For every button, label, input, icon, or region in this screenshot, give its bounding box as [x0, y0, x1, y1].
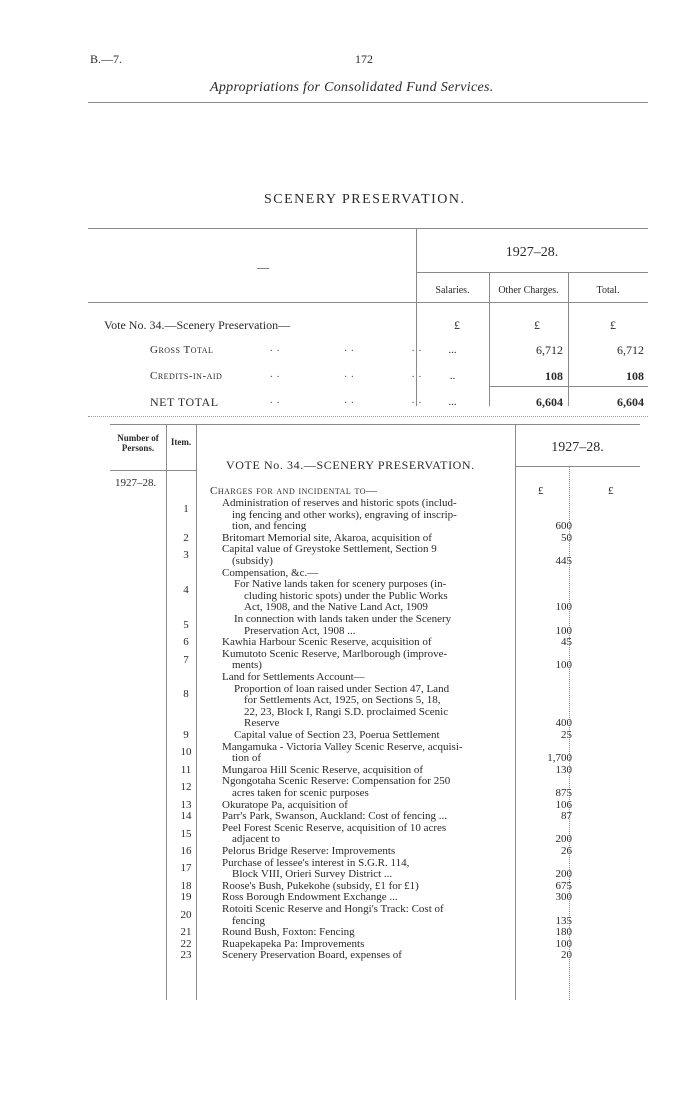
item-amount: 200: [555, 868, 572, 881]
item-text: Okuratope Pa, acquisition of: [222, 798, 348, 811]
subtotal-rule: [489, 386, 648, 387]
item-text: Preservation Act, 1908 ...: [244, 624, 356, 637]
item-number: 22: [180, 937, 192, 950]
item-amount: 100: [555, 601, 572, 614]
item-amount: 25: [561, 729, 572, 741]
net-total-label: NET TOTAL: [150, 395, 219, 409]
persons-header-rule: [110, 470, 196, 471]
item-text: Act, 1908, and the Native Land Act, 1909: [244, 601, 428, 614]
item-amount: 50: [561, 531, 572, 544]
item-number: 10: [180, 746, 192, 759]
detail-year: 1927–28.: [551, 440, 604, 455]
item-divider: [196, 424, 197, 1000]
net-total: 6,604: [617, 395, 644, 409]
item-amount: 400: [555, 717, 572, 730]
item-text: Peel Forest Scenic Reserve, acquisition of 10 acres: [222, 821, 447, 834]
item-text: Pelorus Bridge Reserve: Improvements: [222, 845, 396, 857]
item-text: tion of: [232, 752, 262, 765]
item-text: ing fencing and other works), engraving of inscrip-: [232, 508, 457, 521]
item-text: Purchase of lessee's interest in S.G.R. 114,: [222, 856, 410, 869]
item-number: 13: [180, 798, 192, 811]
item-text: Rotoiti Scenic Reserve and Hongi's Track: Cost of: [222, 903, 444, 915]
gross-total: 6,712: [617, 343, 644, 357]
item-number: 19: [180, 891, 192, 904]
currency-total: £: [610, 318, 616, 332]
summary-top-rule: [88, 228, 648, 229]
page-title: SCENERY PRESERVATION.: [264, 192, 466, 207]
col-number-of-persons: Number of Persons.: [117, 433, 159, 453]
item-amount: 1,700: [547, 752, 572, 765]
net-salaries: ...: [448, 396, 457, 408]
credits-in-aid-label: Credits-in-aid: [150, 370, 223, 382]
item-amount: 445: [555, 555, 572, 567]
item-number: 6: [183, 636, 189, 649]
credits-other: 108: [545, 369, 563, 383]
item-text: Ross Borough Endowment Exchange ...: [222, 891, 398, 904]
item-amount: 135: [555, 914, 572, 927]
item-text: adjacent to: [232, 833, 280, 846]
item-number: 21: [180, 926, 192, 939]
description-divider: [515, 424, 516, 1000]
detail-top-rule: [110, 424, 640, 425]
item-number: 2: [183, 531, 189, 544]
report-reference: B.—7.: [90, 52, 123, 66]
item-number: 1: [183, 502, 189, 515]
item-text: Capital value of Section 23, Poerua Settlement: [234, 729, 440, 741]
gross-salaries: ...: [448, 344, 457, 356]
item-text: Mangamuka - Victoria Valley Scenic Reserve, acquisi-: [222, 740, 463, 753]
summary-header-rule: [88, 302, 648, 303]
item-text: Mungaroa Hill Scenic Reserve, acquisition of: [222, 763, 424, 776]
item-text: Capital value of Greystoke Settlement, Section 9: [222, 543, 437, 556]
item-amount: 300: [555, 891, 572, 904]
item-number: 12: [180, 781, 192, 794]
page-number: 172: [355, 52, 373, 66]
leader-dots: .. .. ..: [270, 368, 426, 380]
item-amount: 20: [561, 949, 572, 962]
item-text: Ngongotaha Scenic Reserve: Compensation for 250: [222, 775, 451, 788]
item-text: (subsidy): [232, 555, 273, 567]
item-text: Kawhia Harbour Scenic Reserve, acquisition of: [222, 636, 432, 649]
item-number: 11: [180, 763, 192, 776]
gross-other: 6,712: [536, 343, 563, 357]
item-text: Compensation, &c.—: [222, 566, 319, 579]
item-text: Reserve: [244, 717, 280, 730]
item-number: 17: [180, 862, 192, 875]
item-text: fencing: [232, 914, 265, 927]
item-amount: 45: [561, 636, 572, 649]
item-text: Parr's Park, Swanson, Auckland: Cost of fencing ...: [222, 810, 448, 823]
col-item: Item.: [170, 437, 192, 447]
summary-bottom-rule: [88, 416, 648, 417]
item-amount: 100: [555, 659, 572, 672]
currency-salaries: £: [454, 318, 460, 332]
item-text: Round Bush, Foxton: Fencing: [222, 926, 355, 939]
summary-year-rule: [416, 272, 648, 273]
header-rule: [88, 102, 648, 103]
item-amount: 130: [555, 763, 572, 776]
item-text: Block VIII, Orieri Survey District ...: [232, 868, 393, 881]
col-total: Total.: [596, 285, 620, 296]
gross-total-label: Gross Total: [150, 344, 214, 356]
item-text: tion, and fencing: [232, 520, 307, 533]
detail-currency-1: £: [538, 485, 544, 497]
item-amount: 200: [555, 833, 572, 846]
item-text: Land for Settlements Account—: [222, 671, 365, 683]
item-number: 14: [180, 810, 192, 823]
col-other-charges: Other Charges.: [498, 285, 559, 296]
item-text: Proportion of loan raised under Section 47, Land: [234, 682, 450, 695]
item-text: Administration of reserves and historic spots (includ-: [222, 497, 457, 509]
item-text: Britomart Memorial site, Akaroa, acquisition of: [222, 531, 432, 544]
item-number: 23: [180, 949, 192, 962]
net-other: 6,604: [536, 395, 563, 409]
item-text: acres taken for scenic purposes: [232, 787, 369, 799]
item-text: Roose's Bush, Pukekohe (subsidy, £1 for £1): [222, 879, 419, 892]
item-amount: 100: [555, 937, 572, 950]
charges-heading: Charges for and incidental to—: [210, 485, 378, 497]
persons-divider: [166, 424, 167, 1000]
item-amount: 600: [555, 520, 572, 533]
item-text: In connection with lands taken under the Scenery: [234, 613, 452, 625]
item-text: Kumutoto Scenic Reserve, Marlborough (improve-: [222, 647, 448, 660]
summary-dash: —: [257, 260, 269, 274]
item-amount: 180: [555, 926, 572, 939]
vote-heading: VOTE No. 34.—SCENERY PRESERVATION.: [226, 458, 475, 472]
credits-salaries: ..: [449, 370, 456, 382]
persons-year: 1927–28.: [115, 477, 157, 489]
item-number: 16: [180, 845, 192, 857]
item-amount: 675: [555, 879, 572, 892]
item-number: 7: [183, 653, 189, 666]
leader-dots: .. .. ..: [270, 342, 426, 354]
item-number: 4: [183, 584, 189, 596]
item-amount: 100: [555, 624, 572, 637]
item-amount: 875: [555, 787, 572, 799]
item-number: 9: [183, 729, 189, 741]
item-text: ments): [232, 659, 262, 672]
detail-year-rule: [515, 466, 640, 467]
item-text: 22, 23, Block I, Rangi S.D. proclaimed Scenic: [244, 705, 449, 718]
item-number: 20: [180, 908, 192, 921]
item-text: For Native lands taken for scenery purposes (in-: [234, 578, 447, 591]
vote-label: Vote No. 34.—Scenery Preservation—: [104, 318, 291, 332]
leader-dots: .. .. ..: [270, 394, 426, 406]
item-amount: 106: [555, 798, 572, 811]
item-text: Scenery Preservation Board, expenses of: [222, 949, 402, 962]
detail-currency-2: £: [608, 485, 614, 497]
item-amount: 87: [561, 810, 572, 823]
item-number: 18: [180, 879, 192, 892]
item-number: 15: [180, 827, 192, 840]
credits-total: 108: [626, 369, 644, 383]
item-number: 8: [183, 688, 189, 701]
item-text: Ruapekapeka Pa: Improvements: [222, 937, 365, 950]
item-text: for Settlements Act, 1925, on Sections 5, 18,: [244, 694, 441, 707]
summary-year: 1927–28.: [505, 245, 559, 260]
item-number: 3: [183, 549, 189, 562]
currency-other: £: [534, 318, 540, 332]
item-amount: 26: [561, 845, 572, 857]
item-number: 5: [183, 618, 189, 631]
item-text: cluding historic spots) under the Public Works: [244, 589, 448, 602]
col-salaries: Salaries.: [435, 285, 470, 296]
running-title: Appropriations for Consolidated Fund Services.: [210, 80, 494, 95]
